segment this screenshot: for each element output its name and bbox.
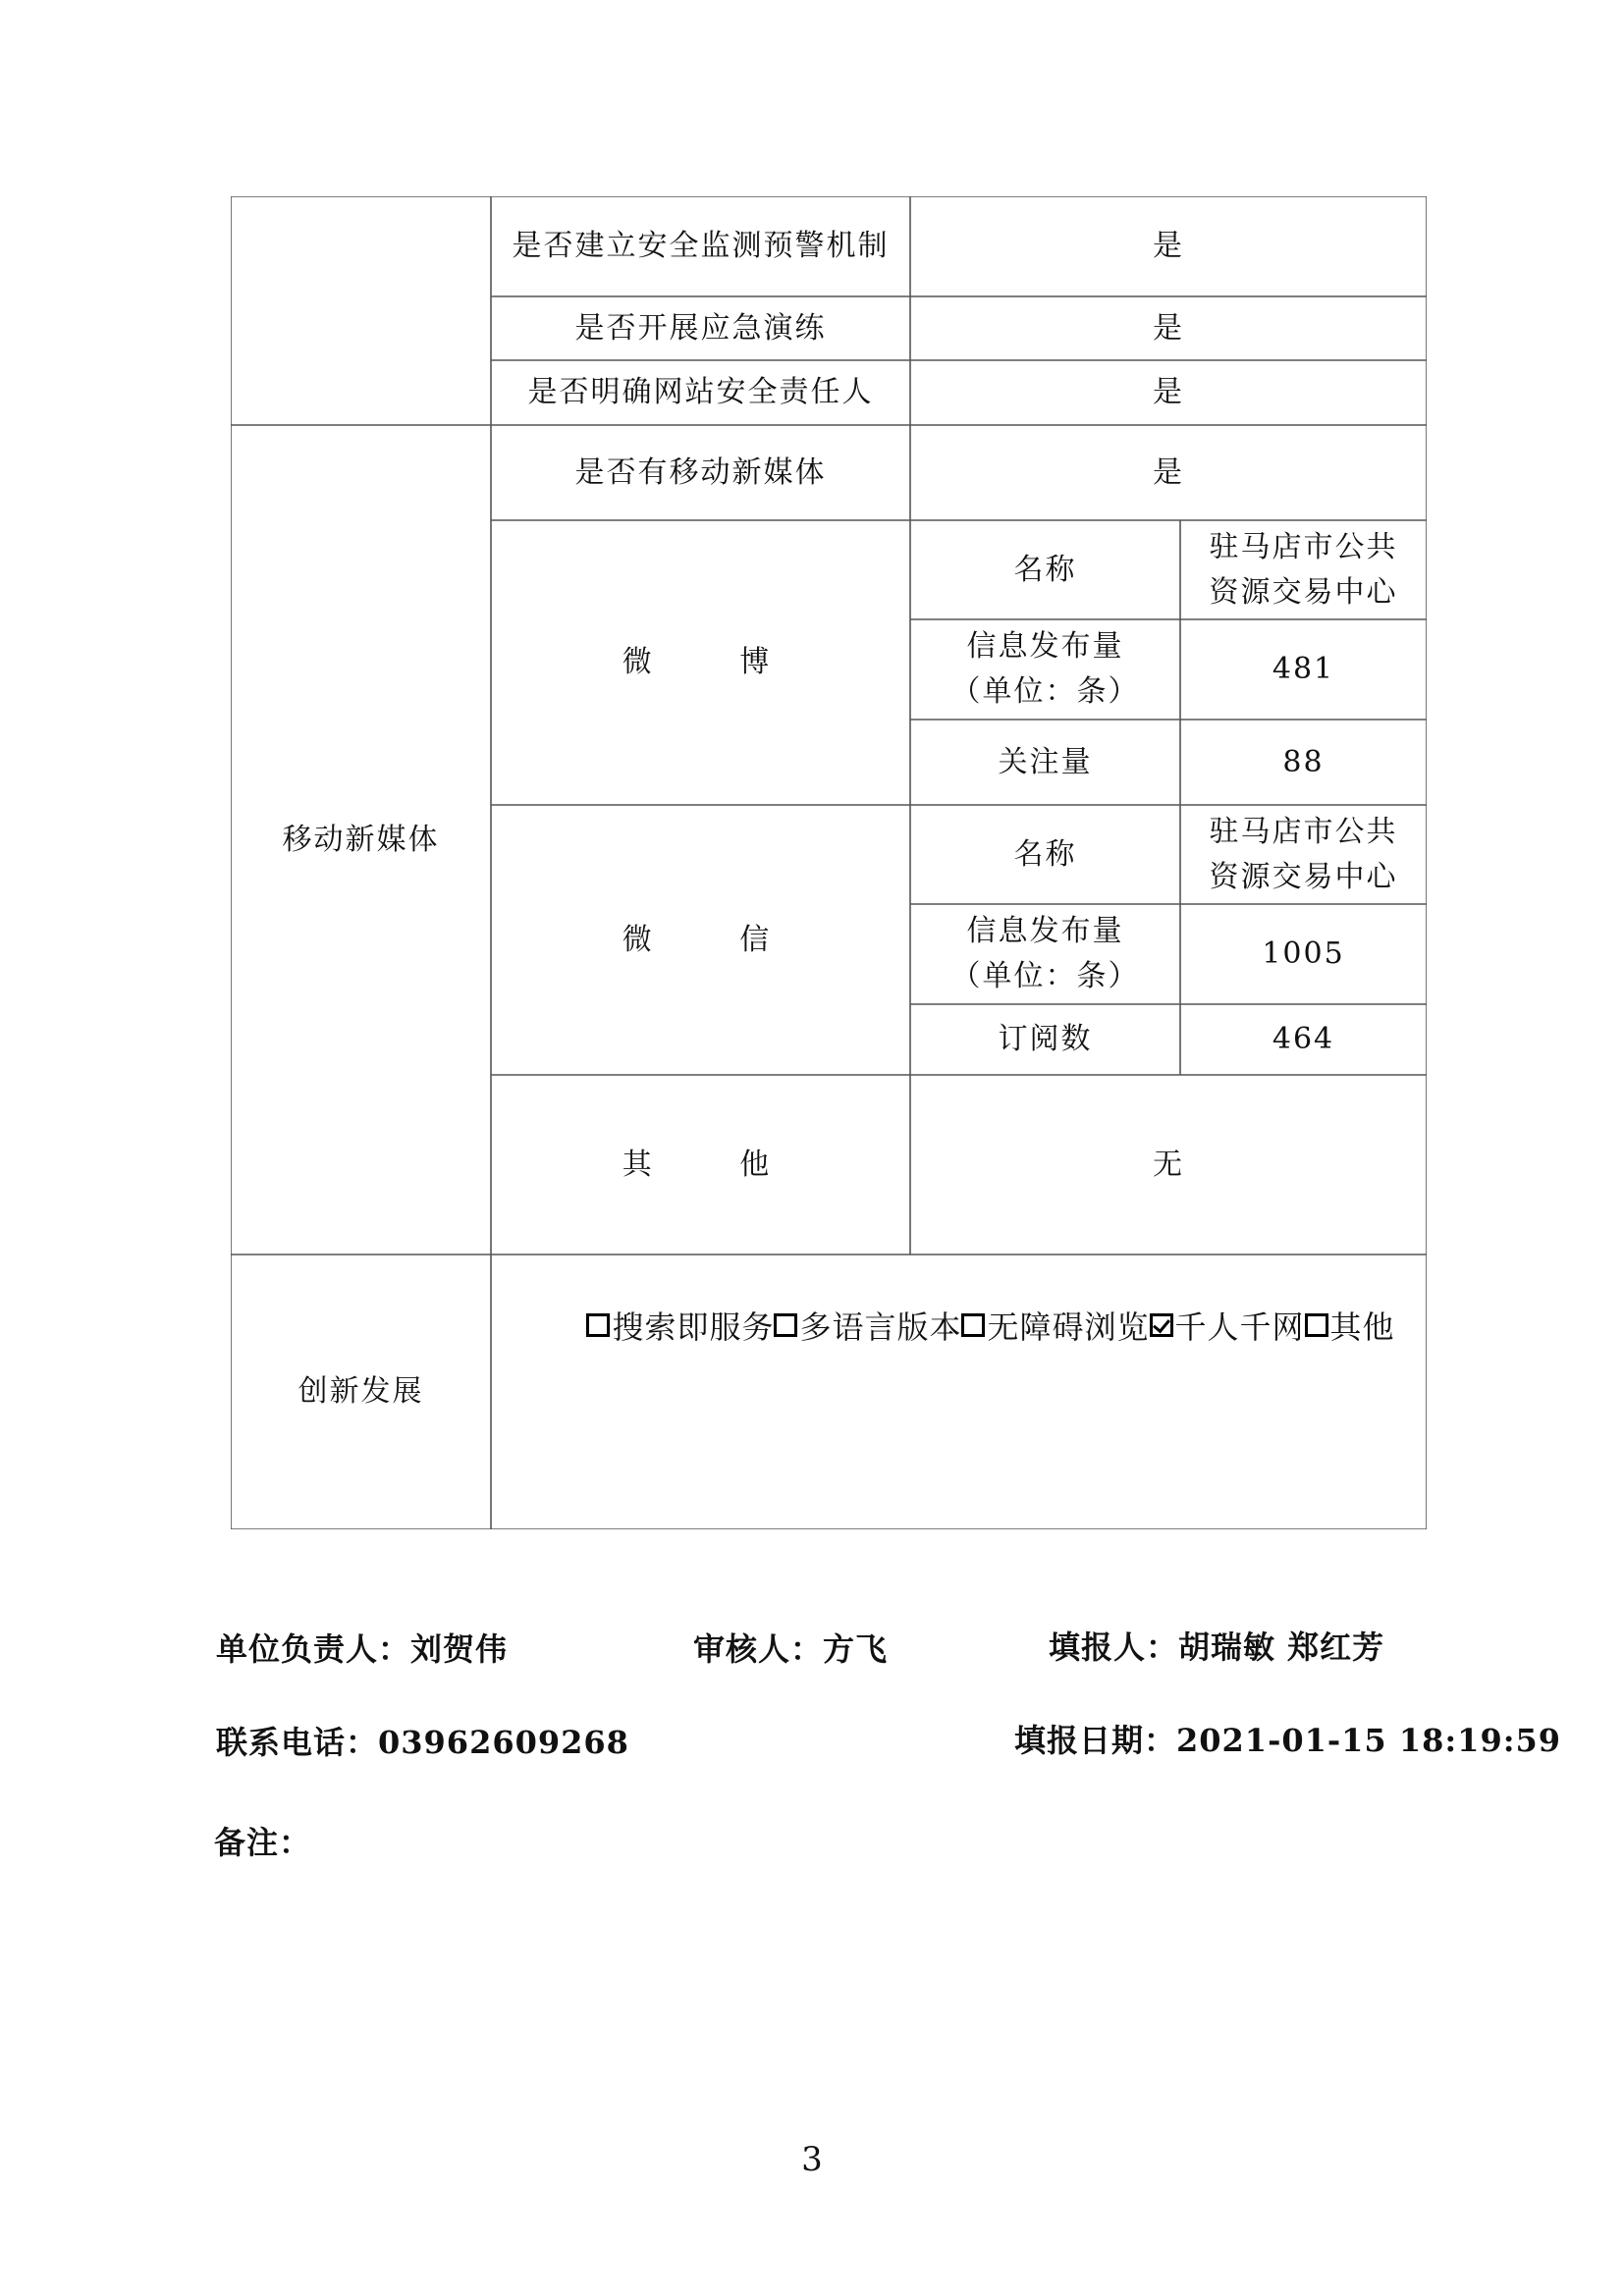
mobile-media-section-label: 移动新媒体: [282, 822, 440, 857]
innovation-label: 创新发展: [298, 1374, 424, 1409]
weibo-label: 微 博: [622, 645, 809, 679]
option-other[interactable]: [1305, 1303, 1395, 1348]
option-label: 搜索即服务: [612, 1308, 775, 1346]
has-mobile-media-label: 是否有移动新媒体: [574, 454, 827, 490]
wechat-label: 微 信: [622, 922, 809, 957]
option-label: 其他: [1329, 1308, 1395, 1346]
fill-date: 填报日期：2021-01-15 18:19:59: [1014, 1722, 1562, 1759]
report-table: [231, 196, 1427, 1529]
checkbox-other[interactable]: [1305, 1313, 1328, 1337]
security-owner-value: 是: [1153, 375, 1184, 409]
option-search-service[interactable]: [586, 1303, 774, 1348]
security-monitoring-label: 是否建立安全监测预警机制: [512, 229, 890, 263]
wechat-subscribers-label: 订阅数: [998, 1022, 1093, 1056]
has-mobile-media-value: 是: [1153, 454, 1184, 490]
unit-head: 单位负责人：刘贺伟: [216, 1630, 509, 1668]
weibo-name-value: 驻马店市公共资源交易中心: [1209, 529, 1398, 610]
checkbox-search-service[interactable]: [586, 1313, 610, 1337]
option-multilingual[interactable]: [774, 1303, 961, 1348]
option-label: 千人千网: [1174, 1308, 1305, 1346]
wechat-subscribers-value: 464: [1272, 1022, 1335, 1056]
option-label: 多语言版本: [799, 1308, 962, 1346]
checkbox-personalized-checked[interactable]: [1150, 1313, 1173, 1337]
checkbox-multilingual[interactable]: [774, 1313, 797, 1337]
filler: 填报人：胡瑞敏 郑红芳: [1049, 1629, 1385, 1666]
security-owner-label: 是否明确网站安全责任人: [527, 375, 874, 409]
page-number: 3: [801, 2140, 823, 2179]
emergency-drill-value: 是: [1153, 310, 1184, 346]
innovation-options: [555, 1286, 1427, 1364]
option-personalized[interactable]: [1150, 1303, 1305, 1348]
checkbox-accessibility[interactable]: [961, 1313, 985, 1337]
wechat-posts-value: 1005: [1262, 936, 1345, 971]
wechat-name-value: 驻马店市公共资源交易中心: [1209, 814, 1398, 894]
reviewer: 审核人：方飞: [693, 1630, 889, 1668]
weibo-posts-value: 481: [1272, 652, 1335, 686]
security-monitoring-value: 是: [1153, 229, 1184, 263]
weibo-posts-label: 信息发布量（单位：条）: [950, 629, 1140, 709]
weibo-followers-label: 关注量: [998, 744, 1093, 779]
other-media-value: 无: [1153, 1147, 1184, 1182]
weibo-name-label: 名称: [1013, 552, 1077, 587]
wechat-name-label: 名称: [1013, 836, 1077, 872]
emergency-drill-label: 是否开展应急演练: [574, 310, 827, 346]
contact-phone: 联系电话：03962609268: [216, 1724, 629, 1761]
weibo-followers-value: 88: [1282, 744, 1325, 779]
option-accessibility[interactable]: [961, 1303, 1149, 1348]
wechat-posts-label: 信息发布量（单位：条）: [950, 914, 1140, 993]
other-media-label: 其 他: [622, 1147, 809, 1182]
remark: 备注：: [214, 1824, 312, 1861]
option-label: 无障碍浏览: [987, 1308, 1150, 1346]
